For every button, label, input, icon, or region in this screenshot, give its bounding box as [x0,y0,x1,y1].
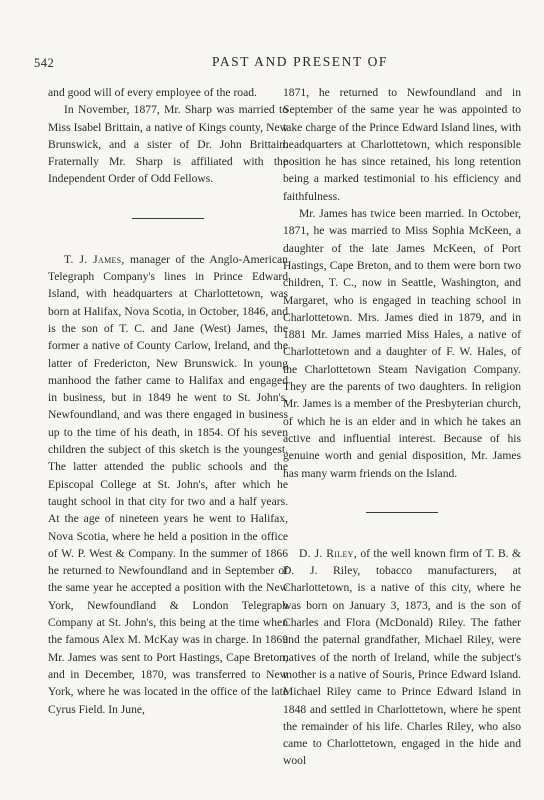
paragraph-james-continuation: 1871, he returned to Newfoundland and in September of the same year he was appointed to take charge of the Prince Edward Island lines, with headquarters at Charlottetown, which responsible position he has since retained, his long retention being a marked testimonial to his efficiency and faithfulness. [283,86,521,203]
paragraph-james-text: manager of the Anglo-American Telegraph Company's lines in Prince Edward Island, with headquarters at Charlottetown, was born at Halifax, Nova Scotia, in October, 1846, and is the son of T. C. and Jane (West) James, the former a native of County Carlow, Ireland, and the latter of Fredericton, New Brunswick. In young manhood the father came to Halifax and engaged in business, but in 1849 he went to St. John's, Newfoundland, and was there engaged in business up to the time of his death, in 1854. Of his seven children the subject of this sketch is the youngest. The latter attended the public schools and the Episcopal College at St. John's, after which he taught school in that city for two and a half years. At the age of nineteen years he went to Halifax, Nova Scotia, where he held a position in the office of W. P. West & Company. In the summer of 1866 he returned to Newfoundland and in September of the same year he accepted a position with the New York, Newfoundland & London Telegraph Company at St. John's, this being at the time when the famous Alex M. McKay was in charge. In 1869 Mr. James was sent to Port Hastings, Cape Breton, and in December, 1870, was transferred to New York, where he was located in the office of the late Cyrus Field. In June, [48,252,288,716]
section-divider [132,218,204,219]
subject-name-james: T. J. James, [64,252,125,266]
paragraph-riley-text: of the well known firm of T. B. & D. J. Riley, tobacco manufacturers, at Charlottetown, is a native of this city, where he was born on January 3, 1873, and is the son of Charles and Flora (McDonald) Riley. The father and the paternal grandfather, Michael Riley, were natives of the north of Ireland, while the subject's mother is a native of Souris, Prince Edward Island. Michael Riley came to Prince Edward Island in 1848 and settled in Charlottetown, where he spent the remainder of his life. Charles Riley, who also came to Charlottetown, engaged in the hide and wool [283,546,521,768]
page-number: 542 [34,56,55,70]
paragraph-sharp-continuation: and good will of every employee of the road. [48,86,257,99]
left-column [48,84,288,718]
paragraph-riley-bio [283,545,521,770]
subject-name-riley: D. J. Riley, [299,546,357,560]
paragraph-james-marriage: Mr. James has twice been married. In October, 1871, he was married to Miss Sophia McKeen, a daughter of the late James McKeen, of Port Hastings, Cape Breton, and to them were born two children, T. C., now in Seattle, Washington, and Margaret, who is engaged in teaching school in Charlottetown. Mrs. James died in 1879, and in 1881 Mr. James married Miss Hales, a native of Charlottetown and a daughter of F. W. Hales, of the Charlottetown Steam Navigation Company. They are the parents of two daughters. In religion Mr. James is a member of the Presbyterian church, of which he is an elder and in which he takes an active and influential interest. Because of his genuine worth and genial disposition, Mr. James has many warm friends on the Island. [283,207,521,480]
running-head: PAST AND PRESENT OF [211,54,389,69]
paragraph-james-bio [48,251,288,718]
paragraph-sharp-marriage: In November, 1877, Mr. Sharp was married to Miss Isabel Brittain, a native of Kings county, New Brunswick, and a sister of Dr. John Brittain. Fraternally Mr. Sharp is affiliated with the Independent Order of Odd Fellows. [48,103,288,186]
right-column [283,84,521,770]
section-divider [366,512,438,513]
